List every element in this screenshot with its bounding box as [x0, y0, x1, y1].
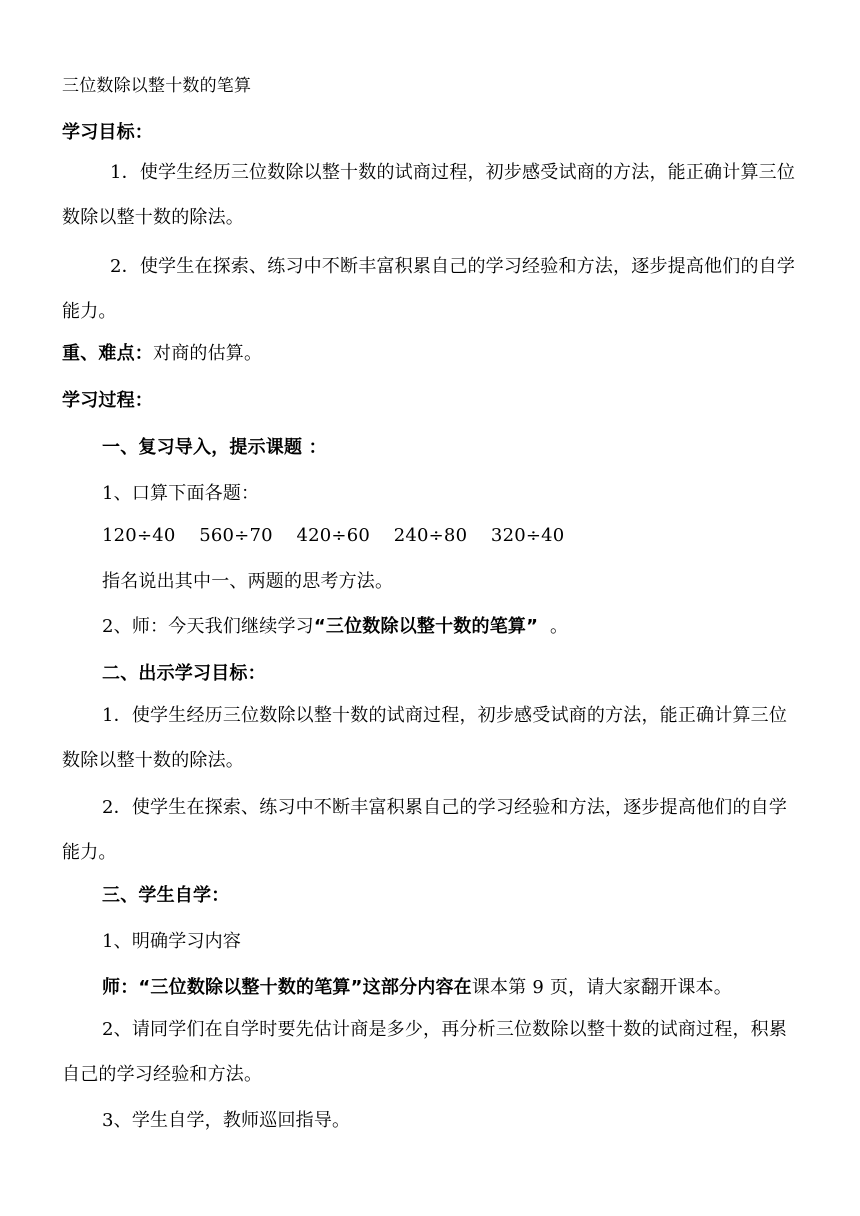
section-3-item-1: 1、明确学习内容 [102, 931, 242, 952]
section-2-heading: 二、出示学习目标： [102, 663, 266, 684]
process-heading: 学习过程： [62, 390, 153, 411]
section-1-heading: 一、复习导入，提示课题 ： [102, 437, 327, 458]
key-points-label: 重、难点： [62, 343, 153, 364]
item-2-suffix: 。 [538, 616, 569, 637]
section-1-item-2 [62, 615, 804, 639]
section-3-item-3: 3、学生自学，教师巡回指导。 [102, 1110, 351, 1131]
teacher-line-rest: 课本第 9 页，请大家翻开课本。 [471, 977, 732, 998]
expressions-row: 120÷40 560÷70 420÷60 240÷80 320÷40 [102, 525, 565, 546]
section-3-item-2: 2、请同学们在自学时要先估计商是多少，再分析三位数除以整十数的试商过程，积累自己的学习经验和方法。 [62, 1019, 788, 1085]
item-2-prefix: 2、师：今天我们继续学习 [102, 616, 314, 637]
key-points [62, 342, 804, 366]
objective-1: 1．使学生经历三位数除以整十数的试商过程，初步感受试商的方法，能正确计算三位数除以整十数的除法。 [62, 162, 796, 228]
objective-2: 2．使学生在探索、练习中不断丰富积累自己的学习经验和方法，逐步提高他们的自学能力。 [62, 256, 796, 322]
section-2-objective-1: 1．使学生经历三位数除以整十数的试商过程，初步感受试商的方法，能正确计算三位数除以整十数的除法。 [62, 705, 788, 771]
section-1-note: 指名说出其中一、两题的思考方法。 [102, 571, 394, 592]
teacher-line-bold: 师：“三位数除以整十数的笔算”这部分内容在 [102, 977, 472, 998]
key-points-text: 对商的估算。 [153, 343, 263, 364]
document-title: 三位数除以整十数的笔算 [62, 76, 252, 96]
section-2-objective-2: 2．使学生在探索、练习中不断丰富积累自己的学习经验和方法，逐步提高他们的自学能力。 [62, 797, 788, 863]
section-3-heading: 三、学生自学： [102, 885, 230, 906]
section-3-teacher-line [62, 976, 804, 1000]
section-1-item-1: 1、口算下面各题： [102, 483, 260, 504]
item-2-topic: “三位数除以整十数的笔算” [313, 616, 539, 637]
objectives-heading: 学习目标： [62, 122, 153, 143]
